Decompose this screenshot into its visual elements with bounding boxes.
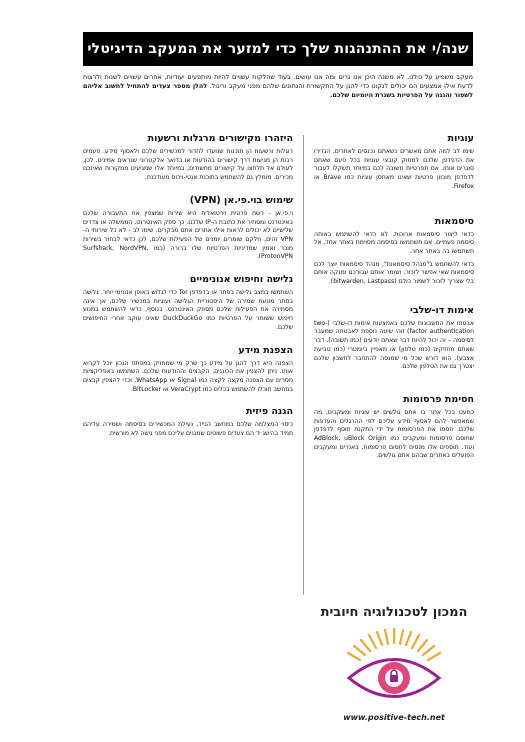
section-heading: עוגיות bbox=[447, 133, 474, 144]
section-physical-protection bbox=[83, 406, 293, 438]
section-heading: חסימת פרסומות bbox=[403, 393, 474, 405]
org-logo bbox=[319, 605, 469, 725]
section-body: אבטחו את החשבונות שלכם באמצעות אימות דו-שלבי (two-factor authentication) זוהי שיטה נוספת לאבטחה שמעבר לסיסמה – זה יכול להיות דבר שאתם יודעים (כמו תשובה), דבר שאתם מחזיקים (כמו טלפון) או מאפיין ביומטרי (כמו טביעת אצבע). הוא דורש שכל מי שמנסה להתחבר לחשבון שלכם יצטרך גם את הטלפון שלכם. bbox=[314, 319, 474, 371]
section-body: השתמשו במצב גלישה בסתר או בדפדפן Tor כדי לגלוש באופן אנונימי יותר. גלישה בסתר מונעת שמירה של היסטוריית הגלישה ועוגיות במכשיר שלכם, אך אינה מסתירה את הפעילות שלכם מספק האינטרנט. בנוסף, כדאי להשתמש במנוע חיפוש ששומר על הפרטיות כמו DuckDuckGo שאינו עוקב אחרי החיפושים שלכם. bbox=[83, 289, 293, 331]
section-heading: שימוש בוי.פי.אן (VPN) bbox=[189, 194, 293, 206]
section-body: הצפנה היא דרך להגן על מידע כך שרק מי שמחזיק במפתח הנכון יוכל לקרוא אותו. ניתן להצפין את הכוננים, הקבצים וההודעות שלכם. השתמשו באפליקציות מסרים עם הצפנה מקצה לקצה כמו Signal או WhatsApp, וכדי להצפין קבצים במחשב תוכלו להשתמש בכלים כמו VeraCrypt או BitLocker. bbox=[83, 359, 293, 393]
section-anonymous-browsing bbox=[83, 274, 293, 333]
section-heading: אימות דו-שלבי bbox=[410, 304, 474, 316]
section-body: כיסוי המצלמה שלכם במחשב הנייד, נעילת המכשירים בסיסמה ושמירה עליהם תמיד בהישג יד הם צעדים פשוטים שמגנים עליכם מפני גישה לא מורשית. bbox=[83, 421, 293, 438]
section-body: שימו לב למה אתם מאשרים כשאתם נכנסים לאתרים. הגדירו את הדפדפן שלכם למחוק קובצי עוגיות בכל פעם שאתם סוגרים אותו. אם תפרטיות חשובה לכם במיוחד תשקלו לעבור לדפדפן מוכוון פרטיות שאינו מאחסן עוגיות כמו Brave או Firefox. bbox=[314, 148, 475, 190]
section-heading: סיסמאות bbox=[434, 215, 474, 227]
section-heading: הצפנת מידע bbox=[238, 344, 293, 356]
section-malware bbox=[83, 133, 293, 183]
section-body: וי.פי.אן - רשת פרטית וירטואלית היא שירות שמצפין את התעבורה שלכם באינטרנט ומסתיר את כתובת ה-IP שלכם. כך ספק האינטרנט, הממשלה או צדדים שלישיים לא יכולים לראות אילו אתרים אתם מבקרים. שימו לב - לא כל שירותי ה-VPN זהים, חלקם שומרים יומנים של הפעילות שלכם, לכן כדאי לבחור בשירות מוכר ואמין שמדיניות הפרטיות שלו ברורה (כמו Surfshark, NordVPN, ProtonVPN). bbox=[83, 209, 294, 261]
section-heading: היזהרו מקישורים מרגלות ורשעות bbox=[147, 133, 293, 144]
section-encryption bbox=[83, 345, 293, 395]
page-title: שנה/י את ההתנהגות שלך כדי למזער את המעקב הדיגיטלי bbox=[83, 32, 473, 66]
org-url[interactable]: www.positive-tech.net bbox=[343, 713, 445, 722]
section-cookies bbox=[314, 133, 474, 192]
section-passwords bbox=[314, 216, 474, 287]
intro-block bbox=[83, 73, 473, 101]
section-vpn bbox=[83, 195, 293, 262]
eye-sun-icon bbox=[339, 623, 449, 715]
section-heading: הגנה פיזית bbox=[245, 406, 293, 418]
org-name: המכון לטכנולוגיה חיובית bbox=[320, 605, 468, 620]
section-body-2: כדאי להשתמש ב"מנהל סיסמאות", מנהל סיסמאות יוצר לכם סיסמאות שאי אפשר לזכור, ושומר אותם עבורכם ומנקה אותם בלי שצריך לזכור לשמור כולם (bitwarden, Lastpass). bbox=[314, 260, 474, 286]
left-column bbox=[83, 133, 293, 443]
intro-paragraph: מעקב משפיע על כולנו, לא משנה היכן אנו גרים ומה אנו עושים. בעוד שהלקוח עשויים להיות מותפעים יעודיות, אחרים עשויים לשנות ולרצות לדעת אילו אמצעים הם יכולים לנקוט כדי להגן על התקשורת והנתונים שלהם מפני מעקב וריגול. bbox=[83, 73, 473, 91]
section-body: כדאי ליצור סיסמאות ארוכות, לא כדאי להשתמש באותה סיסמה פעמיים. אם תשתמשו בסיסמה מסוימת באתר אחד, אל תשתמשו בה באתר אחר. bbox=[314, 230, 474, 255]
section-heading: גלישה וחיפוש אנונימיים bbox=[189, 274, 293, 286]
right-column bbox=[314, 133, 474, 465]
column-divider bbox=[303, 135, 304, 595]
intro-bold-line: להלן מספר צעדים להתחיל לחשוב אליהם לשפור והגנה על הפרטיות בשגרת היומיום שלכם. bbox=[83, 82, 473, 100]
section-two-factor bbox=[314, 305, 474, 372]
section-body: רוגלות ורשעות הן תוכנות שנועדו לחדור למכשירים שלכם ולאסוף מידע. פעמים רבות הן מגיעות דרך קישורים בהודעות או בדואר אלקטרוני שנראים אמינים. לכן, לעולם אל תלחצו על קישורים מחשודים, במיוחד אלו שמגיעים ממקורות שאינכם מכירים. מומלץ גם להשתמש בתוכנת אנטי-וירוס מעודכנת. bbox=[83, 148, 293, 182]
section-body: כמעט בכל אתר בו אתם גולשים יש עוגיות ומעקבים, מה שמאפשר להם לאסוף מידע עליכם לפי ההרגלים והעדפות שלכם. חסמו את הפרסומות על ידי התקנת תוסף לדפדפן שחוסם פרסומות ומעקבים כמו AdBlock, uBlock Origin ועוד. תוספים אלו מנסים לחסום פרסומות, באנרים ומעקבים הפועלים באתרים שבהם אתם גולשים. bbox=[314, 408, 475, 460]
section-ad-blocking bbox=[314, 394, 474, 461]
